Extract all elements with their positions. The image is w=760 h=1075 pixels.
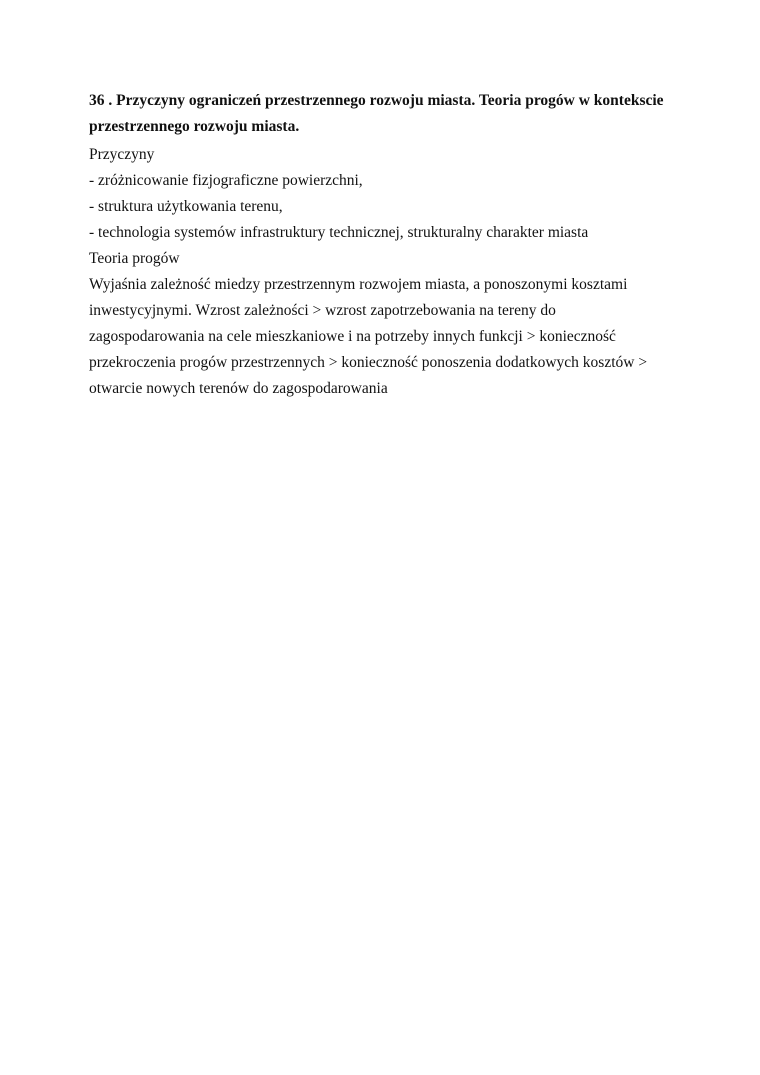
theory-paragraph-line-1: Wyjaśnia zależność miedzy przestrzennym rozwojem miasta, a ponoszonymi kosztami (89, 276, 628, 293)
theory-paragraph-line-3: zagospodarowania na cele mieszkaniowe i na potrzeby innych funkcji > konieczność (89, 328, 616, 345)
causes-item-1: - zróżnicowanie fizjograficzne powierzchni, (89, 172, 363, 189)
causes-item-2: - struktura użytkowania terenu, (89, 198, 283, 215)
theory-title: Teoria progów (89, 250, 180, 267)
section-heading-line-2: przestrzennego rozwoju miasta. (89, 118, 300, 135)
section-heading (89, 88, 679, 140)
causes-item-3: - technologia systemów infrastruktury technicznej, strukturalny charakter miasta (89, 224, 589, 241)
section-heading-line-1: 36 . Przyczyny ograniczeń przestrzennego rozwoju miasta. Teoria progów w kontekscie (89, 92, 664, 109)
theory-paragraph-line-2: inwestycyjnymi. Wzrost zależności > wzrost zapotrzebowania na tereny do (89, 302, 556, 319)
theory-paragraph-line-4: przekroczenia progów przestrzennych > konieczność ponoszenia dodatkowych kosztów > (89, 354, 648, 371)
theory-paragraph (89, 272, 679, 402)
theory-paragraph-line-5: otwarcie nowych terenów do zagospodarowania (89, 380, 388, 397)
document-content (89, 88, 679, 402)
causes-title: Przyczyny (89, 146, 155, 163)
